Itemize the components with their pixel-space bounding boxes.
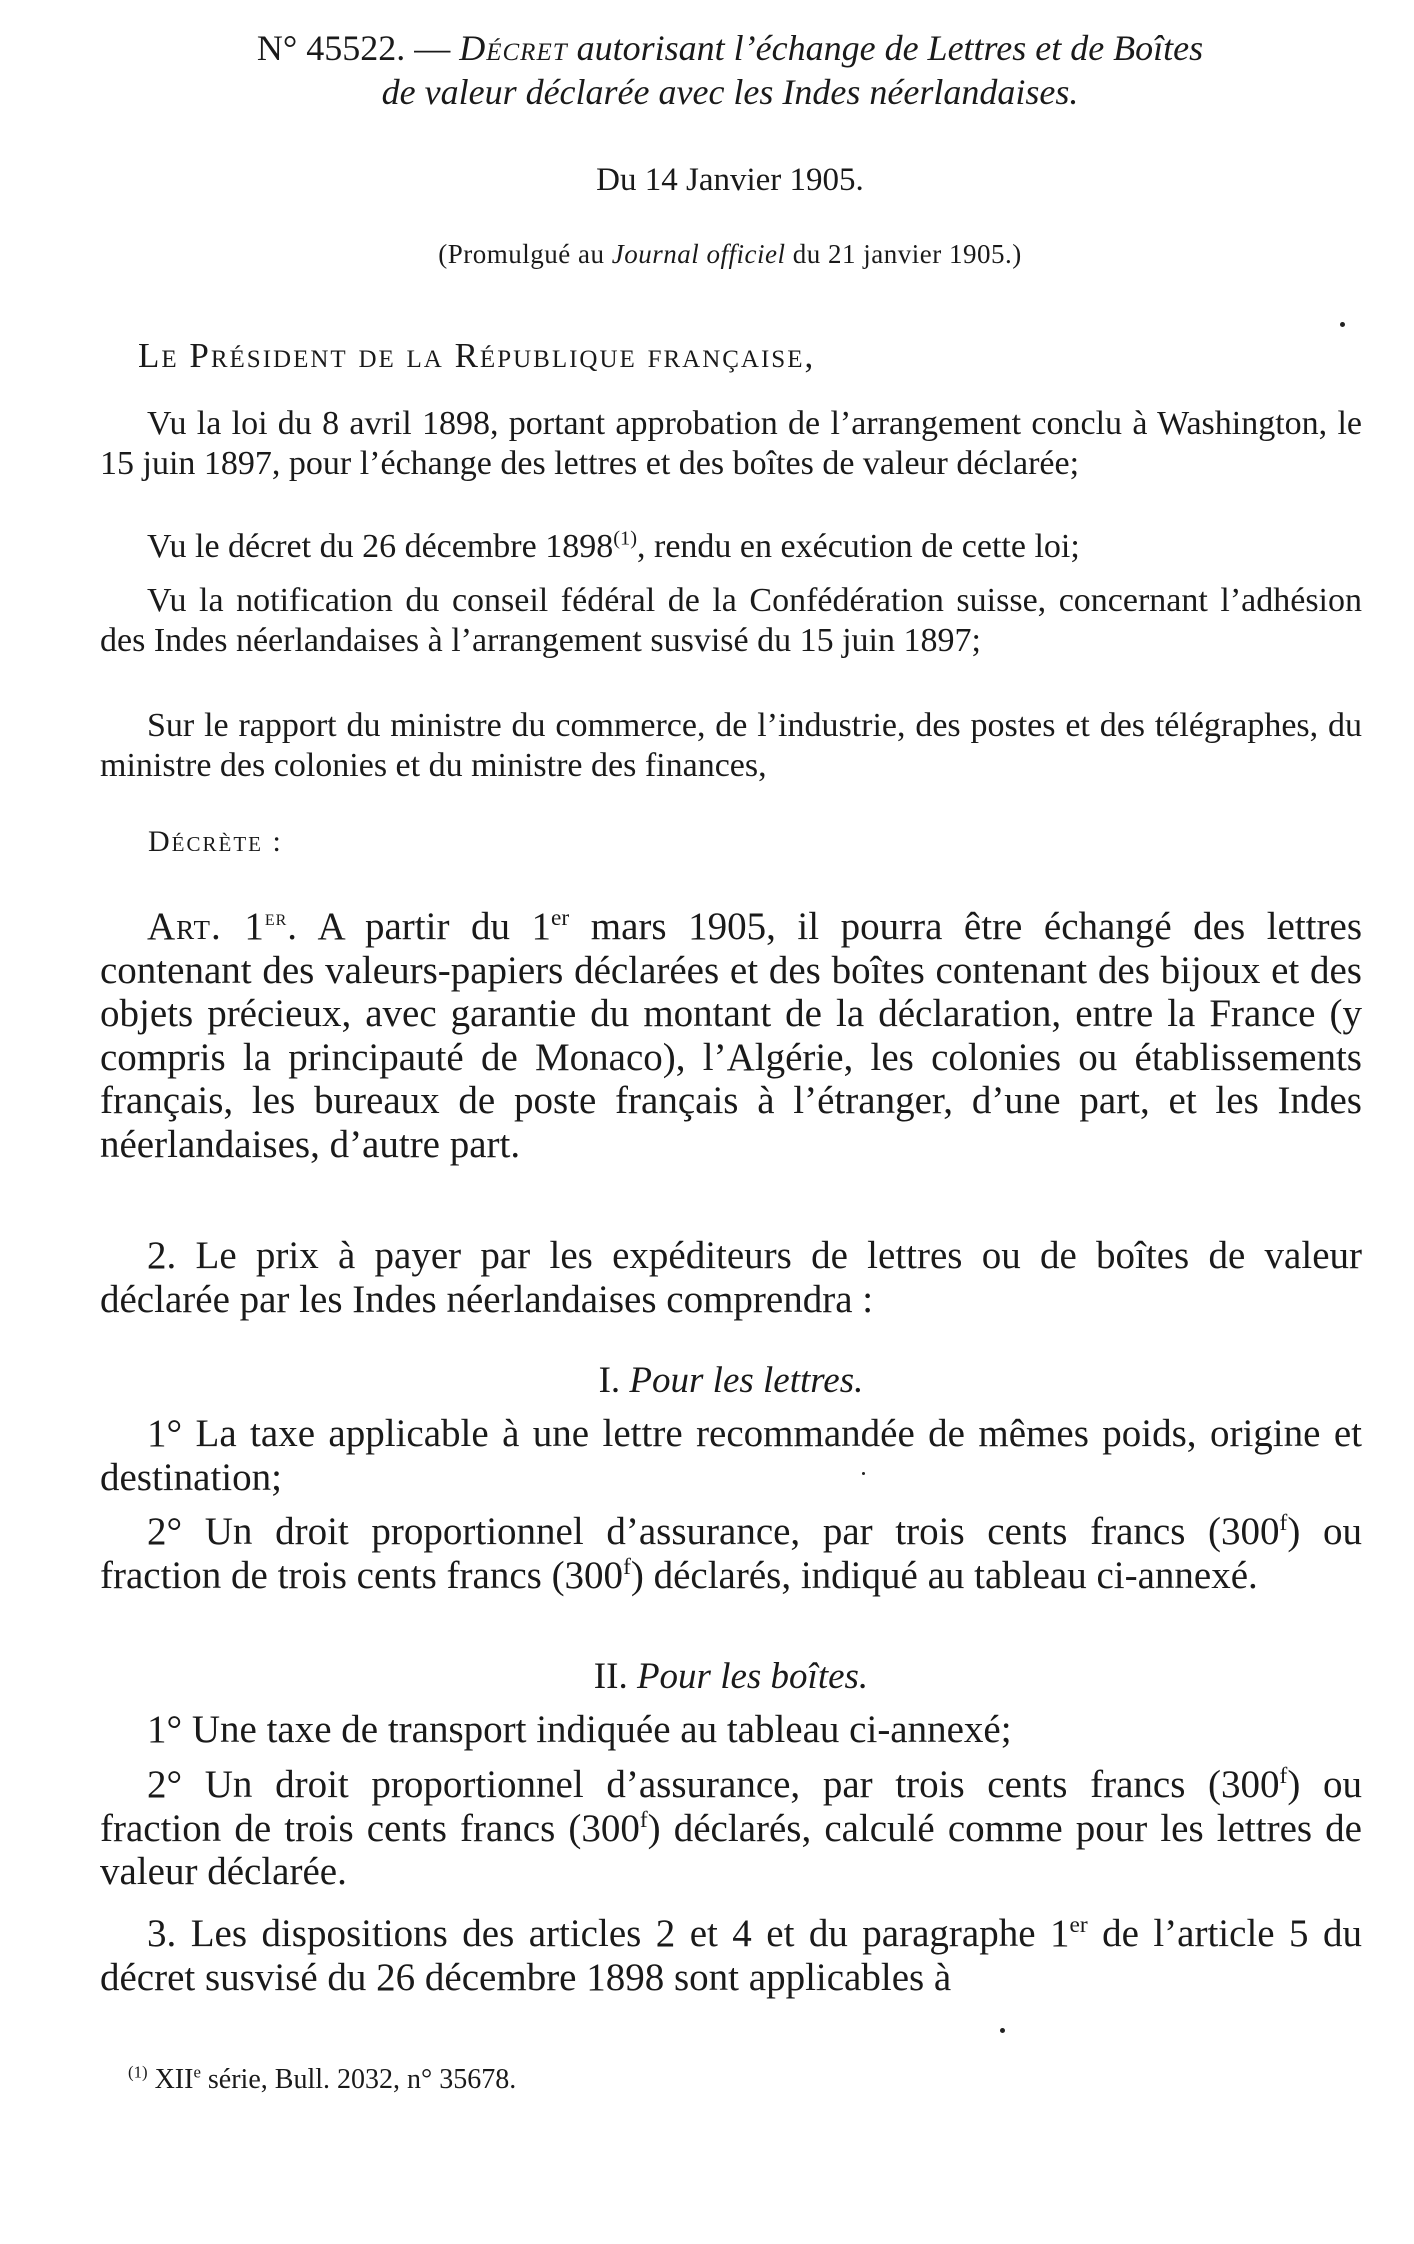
print-speck	[1340, 322, 1345, 327]
considerant-loi: Vu la loi du 8 avril 1898, portant approbation de l’arrangement conclu à Washington, le 15 juin 1897, pour l’échange des lettres et des boîtes de valeur déclarée;	[100, 405, 1362, 482]
decree-word: Décret	[459, 28, 568, 68]
article-1: Art. 1er. A partir du 1er mars 1905, il pourra être échangé des lettres contenant des valeurs-papiers déclarées et des boîtes contenant des bijoux et des objets précieux, avec garantie du montant de la déclaration, entre la France (y compris la principauté de Monaco), l’Algérie, les colonies ou établissements français, les bureaux de poste français à l’étranger, d’une part, et les Indes néerlandaises, d’autre part.	[100, 905, 1362, 1166]
article-2: 2. Le prix à payer par les expéditeurs de lettres ou de boîtes de valeur déclarée par les Indes néerlandaises comprendra :	[100, 1234, 1362, 1321]
article-1-label: Art. 1er.	[147, 905, 299, 948]
section-boites-heading: II. Pour les boîtes.	[593, 1656, 869, 1697]
journal-name: Journal officiel	[611, 239, 786, 269]
boites-item-2: 2° Un droit proportionnel d’assurance, par trois cents francs (300$^f$) ou fraction de trois cents francs (300$^f$) déclarés, calculé comme pour les lettres de valeur déclarée.	[100, 1763, 1362, 1893]
decree-title-line1	[100, 26, 1360, 70]
print-speck	[1000, 2028, 1005, 2033]
decree-title-line2: de valeur déclarée avec les Indes néerlandaises.	[381, 72, 1079, 112]
footnote-mark: (1)	[128, 2062, 148, 2082]
promulgation-note: (Promulgué au Journal officiel du 21 janvier 1905.)	[438, 239, 1022, 269]
considerant-notification: Vu la notification du conseil fédéral de la Confédération suisse, concernant l’adhésion des Indes néerlandaises à l’arrangement susvisé du 15 juin 1897;	[100, 582, 1362, 659]
decrete-heading: Décrète :	[148, 825, 283, 858]
considerant-rapport: Sur le rapport du ministre du commerce, de l’industrie, des postes et des télégraphes, du ministre des colonies et du ministre des finances,	[100, 707, 1362, 784]
decree-title: autorisant l’échange de Lettres et de Boîtes	[576, 28, 1204, 68]
considerant-decret: Vu le décret du 26 décembre 1898$^{(1)}$, rendu en exécution de cette loi;	[147, 527, 1080, 565]
footnote-ref: (1)	[613, 527, 638, 550]
footnote: $^{(1)}$ XIIe série, Bull. 2032, n° 35678.	[128, 2062, 517, 2095]
section-lettres-heading: I. Pour les lettres.	[598, 1360, 864, 1401]
boites-item-1: 1° Une taxe de transport indiquée au tableau ci-annexé;	[147, 1708, 1012, 1751]
lettres-item-2: 2° Un droit proportionnel d’assurance, par trois cents francs (300$^f$) ou fraction de trois cents francs (300$^f$) déclarés, indiqué au tableau ci-annexé.	[100, 1510, 1362, 1597]
president-heading: Le Président de la République française,	[138, 336, 816, 375]
decree-number: N° 45522. —	[256, 28, 451, 68]
lettres-item-1: 1° La taxe applicable à une lettre recommandée de mêmes poids, origine et destination;	[100, 1412, 1362, 1499]
print-speck	[862, 1472, 865, 1475]
article-3: 3. Les dispositions des articles 2 et 4 et du paragraphe 1er de l’article 5 du décret susvisé du 26 décembre 1898 sont applicables à	[100, 1912, 1362, 1999]
decree-date: Du 14 Janvier 1905.	[596, 162, 864, 198]
